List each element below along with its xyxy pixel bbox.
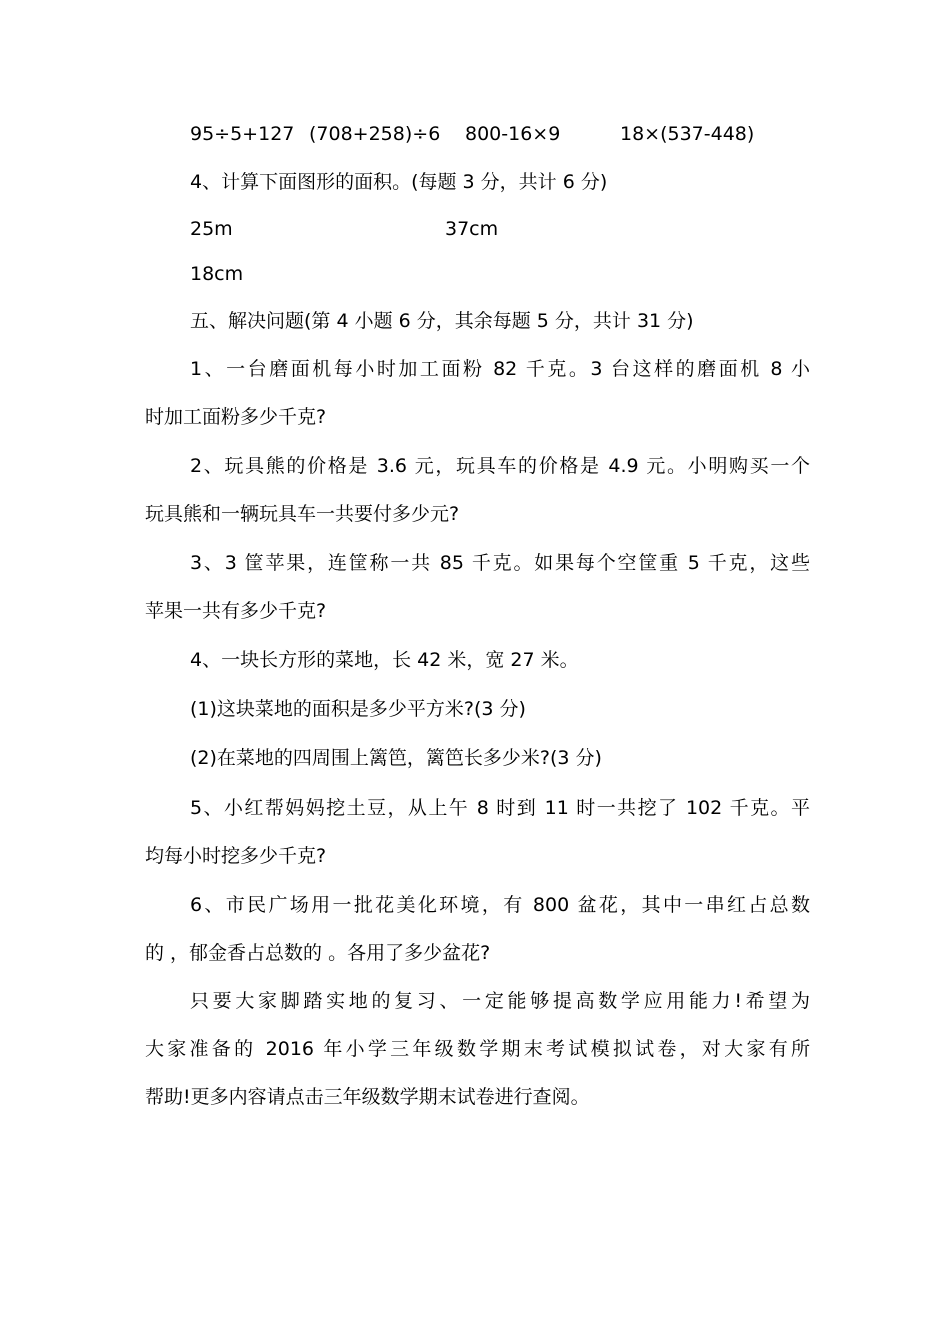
area-section-heading: 4、计算下面图形的面积。(每题 3 分，共计 6 分) <box>190 171 608 193</box>
problem-4-sub-question-1: (1)这块菜地的面积是多少平方米?(3 分) <box>190 698 526 720</box>
problem-3-line-1: 3、3 筐苹果，连筐称一共 85 千克。如果每个空筐重 5 千克，这些 <box>190 552 810 574</box>
calc-expression-1: 95÷5+127 <box>190 123 295 145</box>
problem-2-line-1: 2、玩具熊的价格是 3.6 元，玩具车的价格是 4.9 元。小明购买一个 <box>190 455 810 477</box>
calc-expression-2: (708+258)÷6 <box>309 123 441 145</box>
problem-4-line-1: 4、一块长方形的菜地，长 42 米，宽 27 米。 <box>190 649 579 671</box>
problem-1-line-1: 1、一台磨面机每小时加工面粉 82 千克。3 台这样的磨面机 8 小 <box>190 358 810 380</box>
calc-expression-4: 18×(537-448) <box>620 123 755 145</box>
closing-line-1: 只要大家脚踏实地的复习、一定能够提高数学应用能力!希望为 <box>190 990 810 1012</box>
shape-label-18cm: 18cm <box>190 263 244 285</box>
calc-expression-3: 800-16×9 <box>465 123 561 145</box>
problem-6-line-1: 6、市民广场用一批花美化环境，有 800 盆花，其中一串红占总数 <box>190 894 810 916</box>
problem-3-line-2: 苹果一共有多少千克? <box>145 600 327 622</box>
problems-section-heading: 五、解决问题(第 4 小题 6 分，其余每题 5 分，共计 31 分) <box>190 310 694 332</box>
problem-5-line-1: 5、小红帮妈妈挖土豆，从上午 8 时到 11 时一共挖了 102 千克。平 <box>190 797 810 819</box>
closing-line-2: 大家准备的 2016 年小学三年级数学期末考试模拟试卷，对大家有所 <box>145 1038 810 1060</box>
shape-label-37cm: 37cm <box>445 218 499 240</box>
shape-label-25m: 25m <box>190 218 233 240</box>
problem-4-sub-question-2: (2)在菜地的四周围上篱笆，篱笆长多少米?(3 分) <box>190 747 602 769</box>
problem-1-line-2: 时加工面粉多少千克? <box>145 406 327 428</box>
closing-line-3: 帮助!更多内容请点击三年级数学期末试卷进行查阅。 <box>145 1086 590 1108</box>
problem-5-line-2: 均每小时挖多少千克? <box>145 845 327 867</box>
problem-6-line-2: 的 ，郁金香占总数的 。各用了多少盆花? <box>145 942 491 964</box>
problem-2-line-2: 玩具熊和一辆玩具车一共要付多少元? <box>145 503 460 525</box>
